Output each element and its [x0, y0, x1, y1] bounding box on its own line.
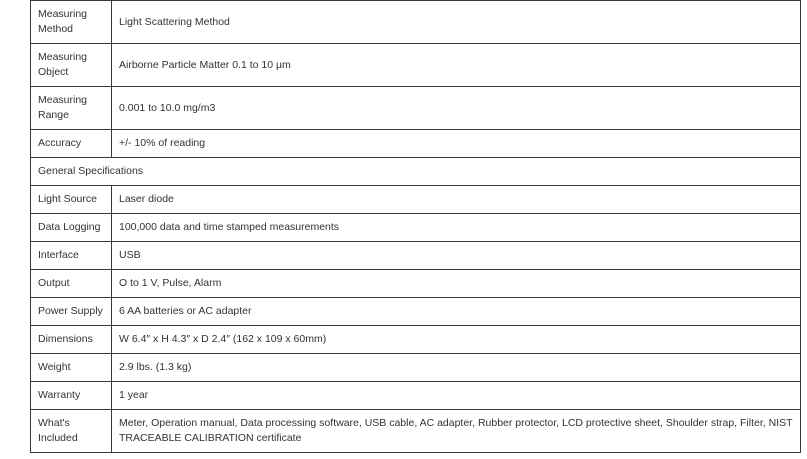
table-row: [31, 1, 801, 44]
table-row: [31, 354, 801, 382]
spec-value: 100,000 data and time stamped measurements: [112, 214, 801, 242]
spec-label: Measuring Object: [31, 44, 112, 87]
specifications-table: [30, 0, 801, 453]
spec-value: 0.001 to 10.0 mg/m3: [112, 87, 801, 130]
section-title: General Specifications: [31, 158, 801, 186]
table-row: [31, 130, 801, 158]
spec-value: O to 1 V, Pulse, Alarm: [112, 270, 801, 298]
spec-value: 1 year: [112, 382, 801, 410]
spec-label: What's Included: [31, 410, 112, 453]
spec-label: Warranty: [31, 382, 112, 410]
table-row: [31, 382, 801, 410]
table-row: [31, 298, 801, 326]
spec-label: Accuracy: [31, 130, 112, 158]
table-row: [31, 87, 801, 130]
table-row: [31, 326, 801, 354]
spec-value: 2.9 lbs. (1.3 kg): [112, 354, 801, 382]
table-row: [31, 242, 801, 270]
spec-label: Measuring Range: [31, 87, 112, 130]
table-row: [31, 214, 801, 242]
table-row: [31, 270, 801, 298]
spec-label: Interface: [31, 242, 112, 270]
spec-value: USB: [112, 242, 801, 270]
table-row: [31, 44, 801, 87]
spec-value: Meter, Operation manual, Data processing software, USB cable, AC adapter, Rubber protector, LCD protective sheet, Shoulder strap, Filter, NIST TRACEABLE CALIBRATION certificate: [112, 410, 801, 453]
spec-value: +/- 10% of reading: [112, 130, 801, 158]
spec-label: Weight: [31, 354, 112, 382]
spec-value: 6 AA batteries or AC adapter: [112, 298, 801, 326]
spec-label: Power Supply: [31, 298, 112, 326]
spec-value: W 6.4″ x H 4.3″ x D 2.4″ (162 x 109 x 60mm): [112, 326, 801, 354]
spec-value: Airborne Particle Matter 0.1 to 10 µm: [112, 44, 801, 87]
spec-value: Light Scattering Method: [112, 1, 801, 44]
spec-label: Output: [31, 270, 112, 298]
section-row: [31, 158, 801, 186]
spec-label: Light Source: [31, 186, 112, 214]
spec-label: Dimensions: [31, 326, 112, 354]
table-row: [31, 410, 801, 453]
spec-label: Measuring Method: [31, 1, 112, 44]
spec-value: Laser diode: [112, 186, 801, 214]
table-row: [31, 186, 801, 214]
spec-label: Data Logging: [31, 214, 112, 242]
